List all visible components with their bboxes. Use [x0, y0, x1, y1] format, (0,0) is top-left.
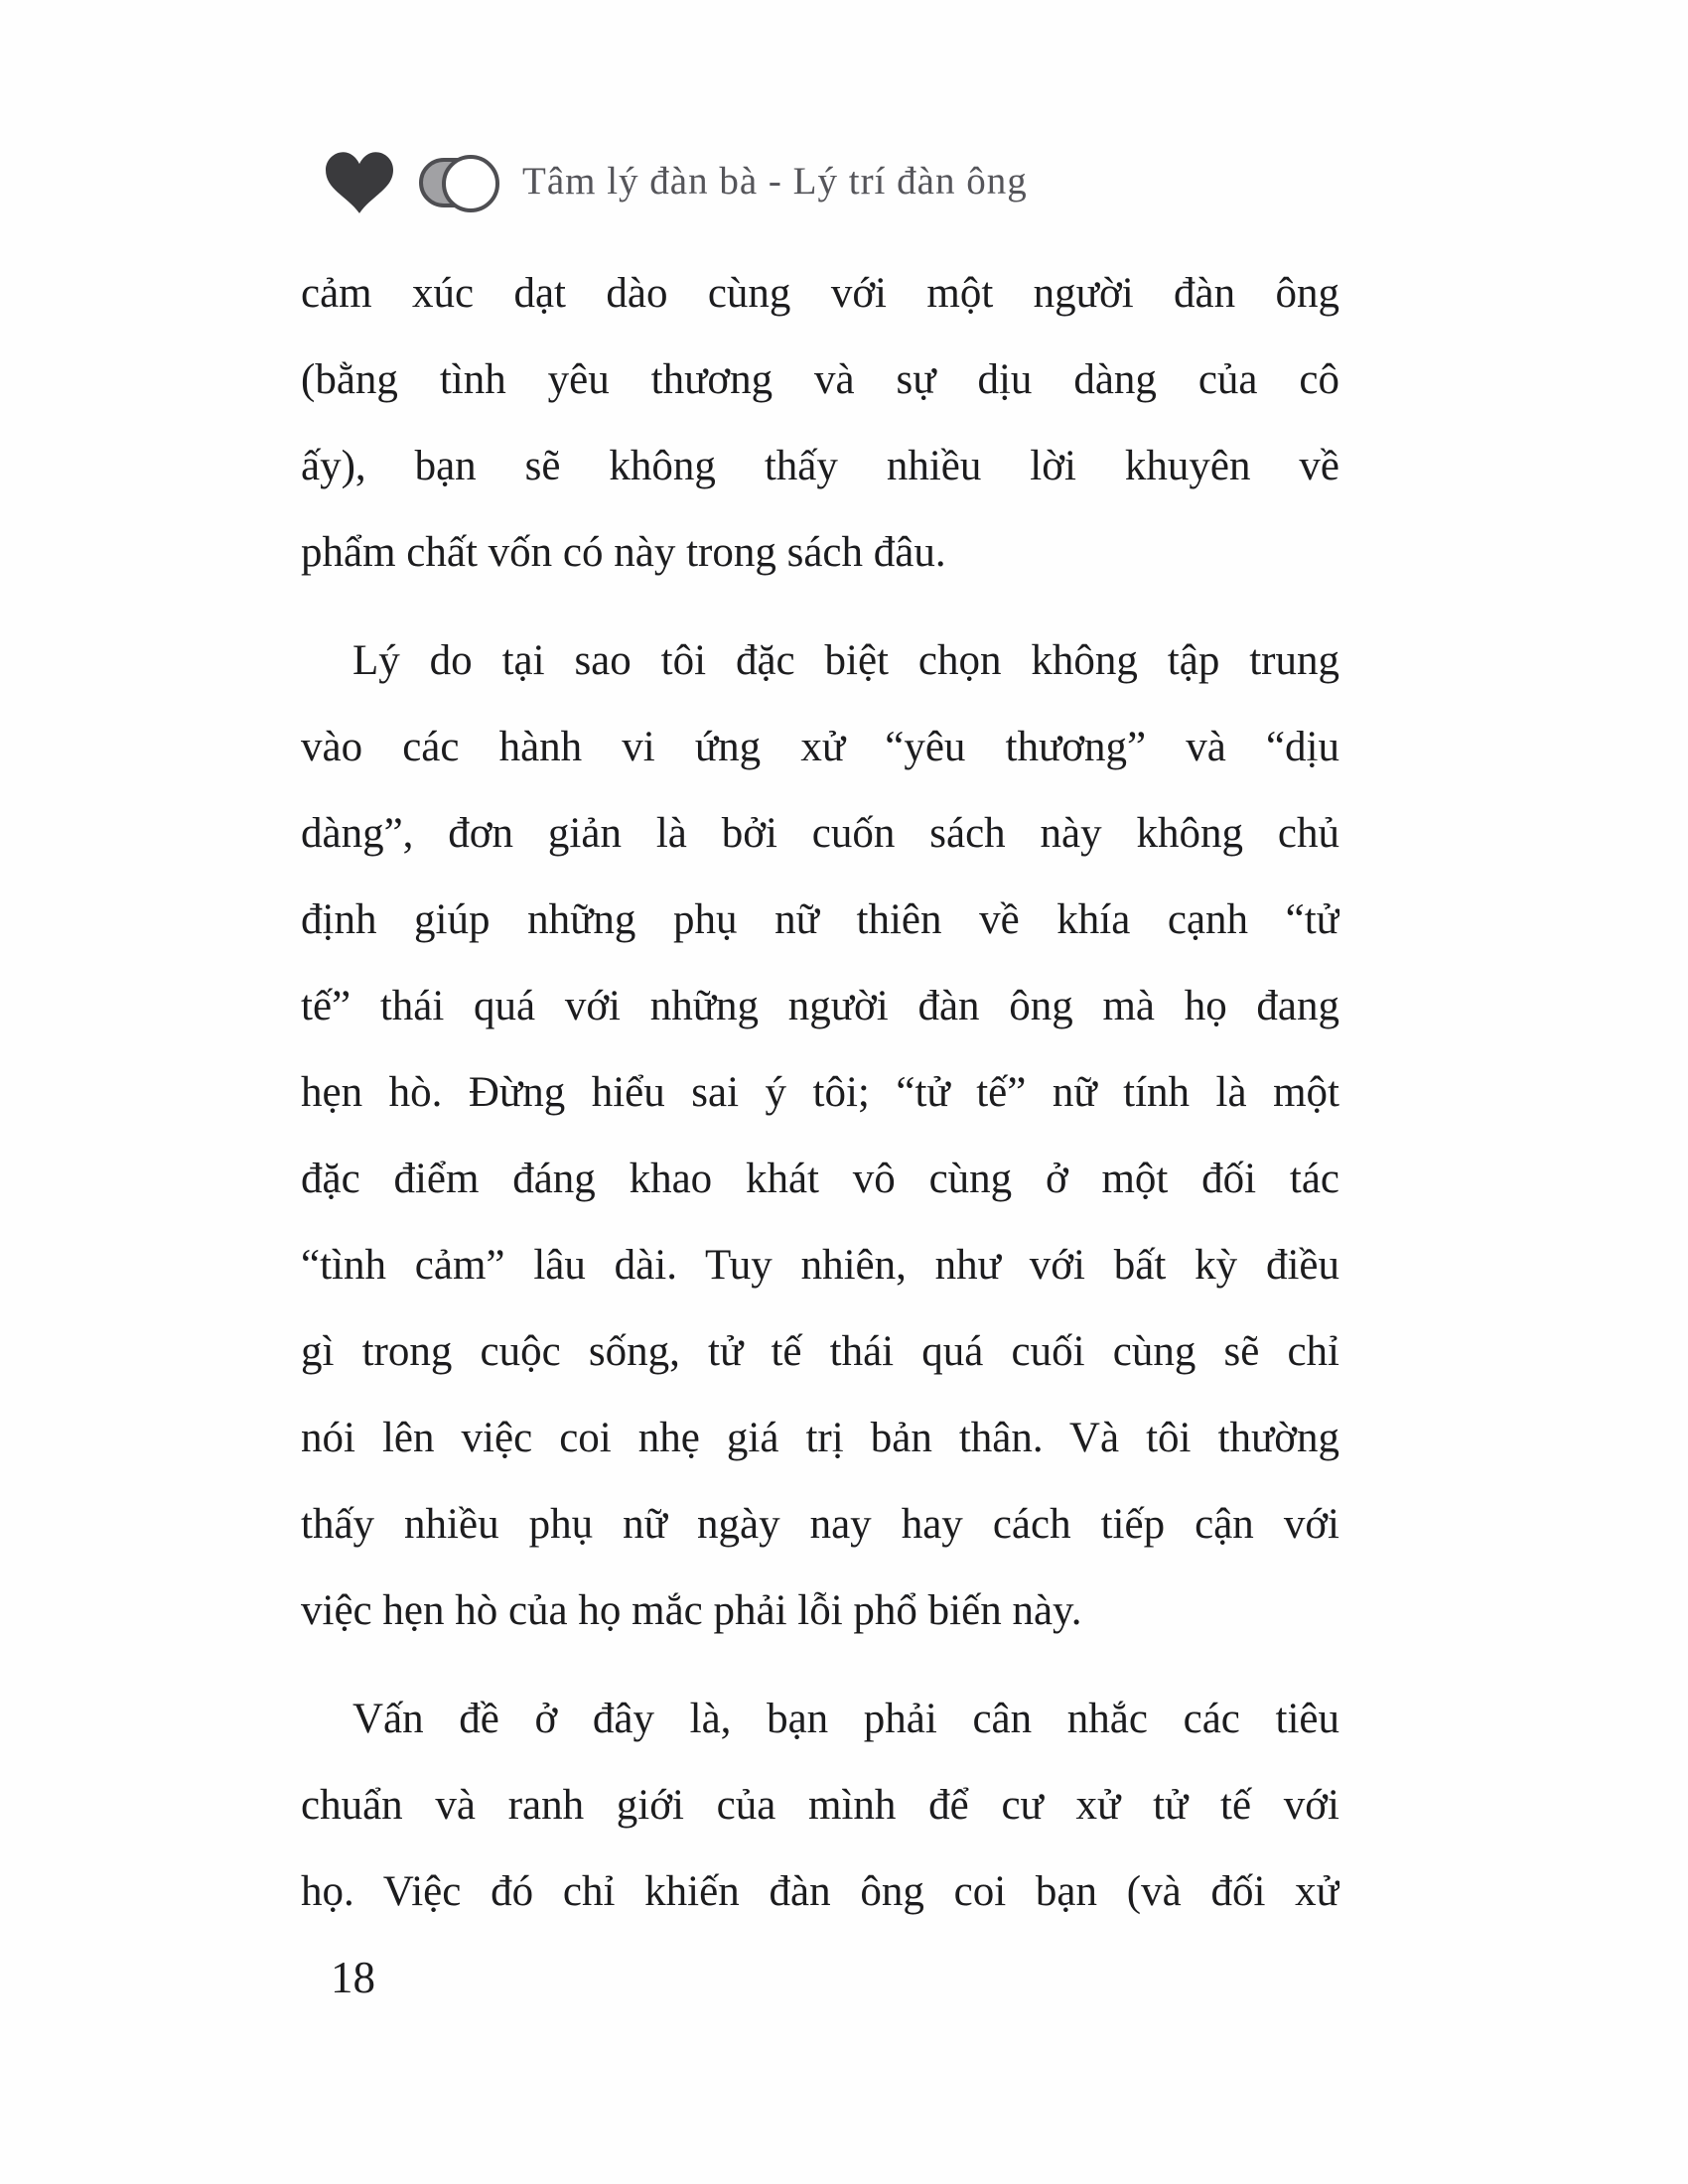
toggle-knob-icon: [442, 155, 499, 212]
text-line: họ. Việc đó chỉ khiến đàn ông coi bạn (và đối xử: [301, 1868, 1339, 1915]
text-line: cảm xúc dạt dào cùng với một người đàn ông: [301, 270, 1339, 317]
running-head-title: Tâm lý đàn bà - Lý trí đàn ông: [522, 159, 1028, 203]
text-line: nói lên việc coi nhẹ giá trị bản thân. Và tôi thường: [301, 1415, 1339, 1461]
text-line: đặc điểm đáng khao khát vô cùng ở một đối tác: [301, 1156, 1339, 1202]
text-line: (bằng tình yêu thương và sự dịu dàng của cô: [301, 356, 1339, 403]
text-line: vào các hành vi ứng xử “yêu thương” và “dịu: [301, 724, 1339, 770]
text-line: việc hẹn hò của họ mắc phải lỗi phổ biến này.: [301, 1587, 1082, 1634]
toggle-icon: [419, 158, 496, 207]
heart-icon-shape: [326, 152, 393, 213]
paragraph-3: [301, 1676, 1339, 1935]
text-line: “tình cảm” lâu dài. Tuy nhiên, như với bất kỳ điều: [301, 1242, 1339, 1289]
paragraph-1: [301, 250, 1339, 596]
page-header: [326, 149, 1028, 216]
text-line: hẹn hò. Đừng hiểu sai ý tôi; “tử tế” nữ tính là một: [301, 1069, 1339, 1116]
page-number: 18: [331, 1953, 375, 2002]
text-line: Vấn đề ở đây là, bạn phải cân nhắc các tiêu: [352, 1696, 1339, 1742]
text-line: Lý do tại sao tôi đặc biệt chọn không tập trung: [352, 637, 1339, 684]
paragraph-2: [301, 617, 1339, 1654]
heart-icon: [326, 152, 393, 213]
text-line: phẩm chất vốn có này trong sách đâu.: [301, 529, 946, 576]
text-line: thấy nhiều phụ nữ ngày nay hay cách tiếp cận với: [301, 1501, 1339, 1548]
text-line: tế” thái quá với những người đàn ông mà họ đang: [301, 983, 1339, 1029]
text-line: dàng”, đơn giản là bởi cuốn sách này không chủ: [301, 810, 1339, 857]
text-line: chuẩn và ranh giới của mình để cư xử tử tế với: [301, 1782, 1339, 1829]
page-body: [301, 250, 1339, 1935]
text-line: định giúp những phụ nữ thiên về khía cạnh “tử: [301, 896, 1339, 943]
text-line: ấy), bạn sẽ không thấy nhiều lời khuyên về: [301, 443, 1339, 489]
text-line: gì trong cuộc sống, tử tế thái quá cuối cùng sẽ chỉ: [301, 1328, 1339, 1375]
